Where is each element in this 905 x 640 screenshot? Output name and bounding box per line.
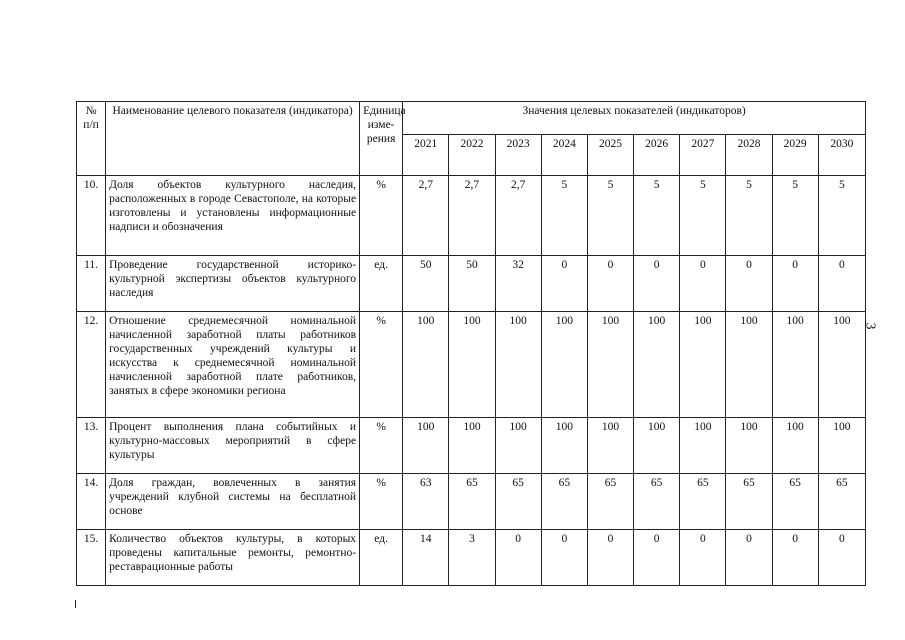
indicator-name: Доля объектов культурного наследия, расположенных в городе Севастополе, на которые изготовлены и установлены информационные надписи и обозначения [106, 176, 360, 256]
header-year: 2024 [541, 135, 587, 176]
header-year: 2027 [680, 135, 726, 176]
header-year: 2023 [495, 135, 541, 176]
indicator-value: 63 [403, 474, 449, 530]
indicator-value: 32 [495, 256, 541, 312]
indicator-value: 100 [818, 418, 865, 474]
indicator-value: 0 [541, 530, 587, 586]
header-year: 2022 [449, 135, 495, 176]
indicator-value: 0 [541, 256, 587, 312]
indicator-value: 65 [680, 474, 726, 530]
indicator-value: 65 [634, 474, 680, 530]
indicator-value: 0 [587, 530, 633, 586]
header-year: 2026 [634, 135, 680, 176]
indicator-value: 100 [587, 312, 633, 418]
row-number: 10. [77, 176, 106, 256]
header-values-group: Значения целевых показателей (индикаторов) [403, 102, 866, 135]
indicator-value: 65 [587, 474, 633, 530]
indicator-value: 0 [726, 256, 772, 312]
indicator-value: 100 [726, 418, 772, 474]
page-number: 3 [862, 322, 878, 330]
row-number: 14. [77, 474, 106, 530]
indicator-value: 100 [449, 418, 495, 474]
header-year: 2030 [818, 135, 865, 176]
indicator-value: 65 [541, 474, 587, 530]
indicator-value: 100 [541, 312, 587, 418]
indicator-name: Отношение среднемесячной номинальной начисленной заработной платы работников государственных учреждений культуры и искусства к среднемесячной номинальной начисленной заработной плате работников, занятых в сфере экономики региона [106, 312, 360, 418]
indicator-value: 50 [403, 256, 449, 312]
indicator-value: 5 [541, 176, 587, 256]
indicator-value: 100 [680, 312, 726, 418]
indicator-unit: % [360, 312, 403, 418]
indicator-value: 0 [495, 530, 541, 586]
table-row [77, 312, 866, 418]
indicator-name: Доля граждан, вовлеченных в занятия учреждений клубной системы на бесплатной основе [106, 474, 360, 530]
header-num: № п/п [77, 102, 106, 176]
indicator-value: 0 [818, 256, 865, 312]
indicator-value: 2,7 [495, 176, 541, 256]
indicator-name: Проведение государственной историко-культурной экспертизы объектов культурного наследия [106, 256, 360, 312]
indicator-value: 100 [495, 418, 541, 474]
indicator-unit: % [360, 418, 403, 474]
indicator-value: 5 [726, 176, 772, 256]
indicator-value: 5 [772, 176, 818, 256]
indicator-value: 0 [772, 530, 818, 586]
indicator-value: 100 [726, 312, 772, 418]
table-row [77, 176, 866, 256]
indicator-value: 0 [818, 530, 865, 586]
indicator-value: 0 [772, 256, 818, 312]
indicator-value: 50 [449, 256, 495, 312]
indicator-value: 100 [818, 312, 865, 418]
indicator-unit: % [360, 176, 403, 256]
row-number: 11. [77, 256, 106, 312]
indicator-value: 100 [403, 312, 449, 418]
indicator-name: Количество объектов культуры, в которых проведены капитальные ремонты, ремонтно-реставрационные работы [106, 530, 360, 586]
indicator-value: 100 [587, 418, 633, 474]
indicator-value: 0 [587, 256, 633, 312]
table-body [77, 176, 866, 586]
header-name: Наименование целевого показателя (индикатора) [106, 102, 360, 176]
indicator-value: 65 [726, 474, 772, 530]
indicator-value: 65 [449, 474, 495, 530]
indicator-value: 65 [818, 474, 865, 530]
table-row [77, 530, 866, 586]
page-edge-line [75, 600, 76, 608]
indicator-value: 2,7 [403, 176, 449, 256]
indicator-unit: ед. [360, 530, 403, 586]
header-unit: Единица изме-рения [360, 102, 403, 176]
indicator-name: Процент выполнения плана событийных и культурно-массовых мероприятий в сфере культуры [106, 418, 360, 474]
indicator-unit: ед. [360, 256, 403, 312]
indicator-value: 5 [587, 176, 633, 256]
indicator-value: 0 [726, 530, 772, 586]
header-year: 2028 [726, 135, 772, 176]
indicator-value: 100 [772, 418, 818, 474]
indicator-value: 100 [680, 418, 726, 474]
table-row [77, 474, 866, 530]
indicator-value: 100 [449, 312, 495, 418]
header-year: 2029 [772, 135, 818, 176]
indicator-value: 100 [772, 312, 818, 418]
indicator-value: 2,7 [449, 176, 495, 256]
indicator-value: 5 [818, 176, 865, 256]
indicator-value: 5 [680, 176, 726, 256]
indicator-value: 0 [680, 256, 726, 312]
row-number: 15. [77, 530, 106, 586]
row-number: 12. [77, 312, 106, 418]
indicator-value: 3 [449, 530, 495, 586]
row-number: 13. [77, 418, 106, 474]
header-year: 2025 [587, 135, 633, 176]
indicator-value: 14 [403, 530, 449, 586]
indicators-table [76, 101, 866, 586]
table-row [77, 256, 866, 312]
indicator-value: 0 [634, 530, 680, 586]
header-year: 2021 [403, 135, 449, 176]
indicator-value: 100 [495, 312, 541, 418]
indicator-value: 100 [634, 418, 680, 474]
indicator-value: 65 [495, 474, 541, 530]
indicator-value: 0 [680, 530, 726, 586]
indicator-value: 100 [403, 418, 449, 474]
table-row [77, 418, 866, 474]
indicator-value: 100 [541, 418, 587, 474]
indicator-unit: % [360, 474, 403, 530]
indicator-value: 5 [634, 176, 680, 256]
indicator-value: 65 [772, 474, 818, 530]
header-row-top [77, 102, 866, 135]
indicator-value: 100 [634, 312, 680, 418]
indicator-value: 0 [634, 256, 680, 312]
